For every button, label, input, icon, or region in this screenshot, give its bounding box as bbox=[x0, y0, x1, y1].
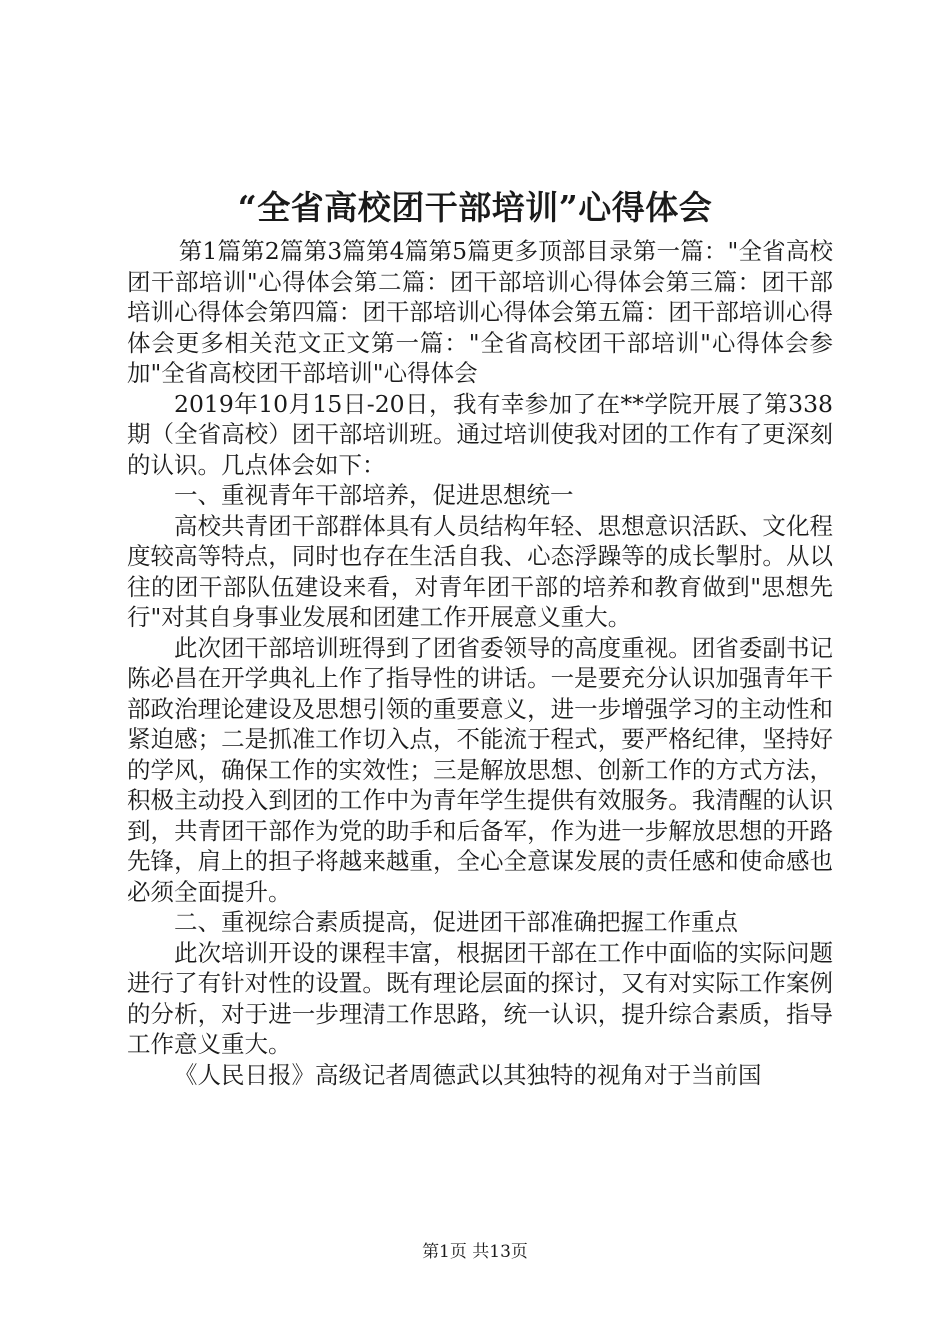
document-body bbox=[127, 236, 833, 1090]
body-paragraph: 此次培训开设的课程丰富，根据团干部在工作中面临的实际问题进行了有针对性的设置。既有理论层面的探讨，又有对实际工作案例的分析，对于进一步理清工作思路，统一认识，提升综合素质，指导工作意义重大。 bbox=[127, 938, 833, 1058]
page-footer: 第1页 共13页 bbox=[422, 1242, 528, 1262]
section-heading: 一、重视青年干部培养，促进思想统一 bbox=[174, 481, 574, 509]
body-paragraph: 高校共青团干部群体具有人员结构年轻、思想意识活跃、文化程度较高等特点，同时也存在生活自我、心态浮躁等的成长掣肘。从以往的团干部队伍建设来看，对青年团干部的培养和教育做到"思想先行"对其自身事业发展和团建工作开展意义重大。 bbox=[127, 511, 833, 631]
toc-paragraph: 第1篇第2篇第3篇第4篇第5篇更多顶部目录第一篇："全省高校团干部培训"心得体会第二篇：团干部培训心得体会第三篇：团干部培训心得体会第四篇：团干部培训心得体会第五篇：团干部培训心得体会更多相关范文正文第一篇："全省高校团干部培训"心得体会参加"全省高校团干部培训"心得体会 bbox=[127, 237, 833, 387]
document-title: “全省高校团干部培训”心得体会 bbox=[237, 188, 713, 227]
body-paragraph: 此次团干部培训班得到了团省委领导的高度重视。团省委副书记陈必昌在开学典礼上作了指导性的讲话。一是要充分认识加强青年干部政治理论建设及思想引领的重要意义，进一步增强学习的主动性和紧迫感；二是抓准工作切入点，不能流于程式，要严格纪律，坚持好的学风，确保工作的实效性；三是解放思想、创新工作的方式方法，积极主动投入到团的工作中为青年学生提供有效服务。我清醒的认识到，共青团干部作为党的助手和后备军，作为进一步解放思想的开路先锋，肩上的担子将越来越重，全心全意谋发展的责任感和使命感也必须全面提升。 bbox=[127, 633, 833, 906]
body-paragraph: 《人民日报》高级记者周德武以其独特的视角对于当前国 bbox=[174, 1060, 762, 1089]
section-heading: 二、重视综合素质提高，促进团干部准确把握工作重点 bbox=[174, 908, 738, 936]
body-paragraph: 2019年10月15日-20日，我有幸参加了在**学院开展了第338期（全省高校）团干部培训班。通过培训使我对团的工作有了更深刻的认识。几点体会如下： bbox=[127, 389, 833, 479]
